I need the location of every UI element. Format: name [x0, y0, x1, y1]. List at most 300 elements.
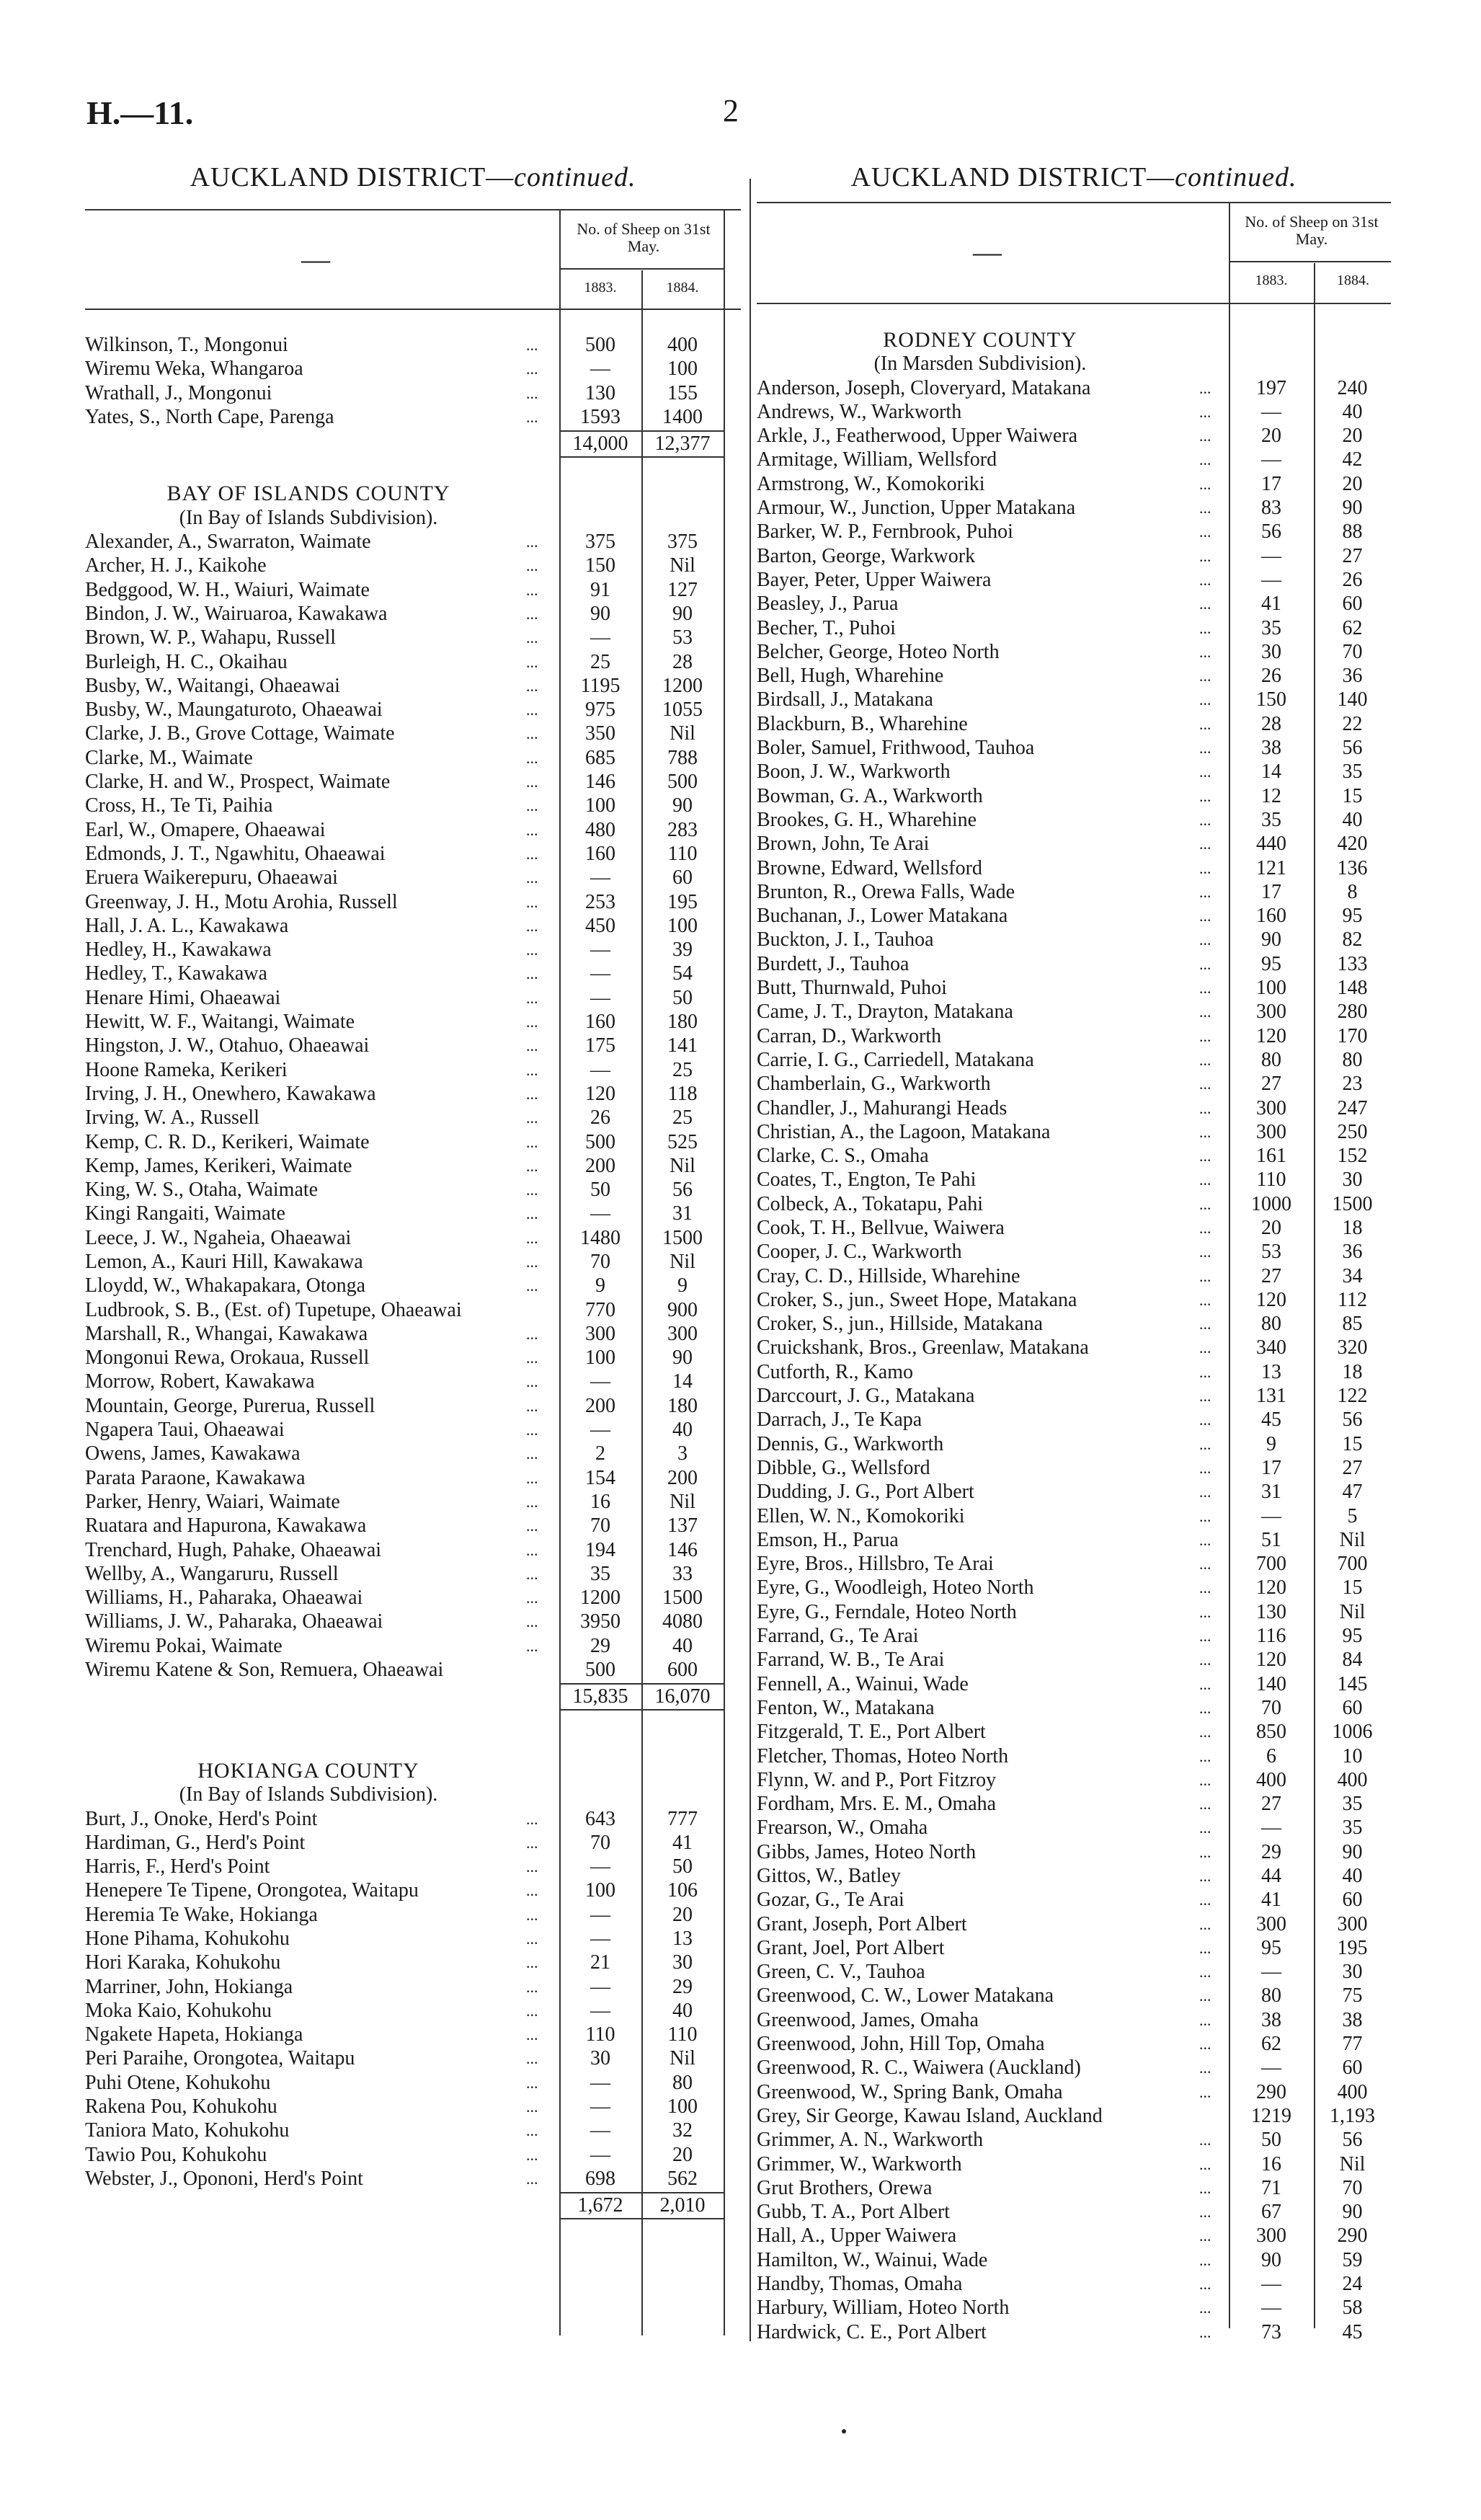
owner-name: Alexander, A., Swarraton, Waimate	[85, 531, 371, 554]
owner-name: Brookes, G. H., Wharehine	[757, 808, 977, 831]
leader-dots: ...	[1199, 1266, 1211, 1285]
owner-name: Becher, T., Puhoi	[757, 616, 897, 639]
owner-name: Greenwood, C. W., Lower Matakana	[757, 1984, 1054, 2007]
table-row	[757, 1336, 1391, 1359]
owner-name: Mountain, George, Purerua, Russell	[85, 1394, 375, 1417]
left-year-1883: 1883.	[584, 280, 617, 296]
subdivision-heading	[85, 506, 741, 530]
sheep-1883: —	[590, 1999, 610, 2022]
table-row	[757, 688, 1391, 711]
owner-name: Yates, S., North Cape, Parenga	[85, 405, 334, 428]
sheep-1883: 1,672	[577, 2194, 623, 2217]
leader-dots: ...	[526, 1204, 538, 1223]
sheep-1883: —	[590, 866, 610, 889]
sheep-1884: 155	[667, 381, 698, 404]
owner-name: Morrow, Robert, Kawakawa	[85, 1370, 315, 1393]
sheep-1883: 17	[1261, 1456, 1281, 1479]
sheep-1883: —	[590, 1058, 610, 1081]
table-row	[757, 1432, 1391, 1456]
sheep-1883: 53	[1261, 1241, 1281, 1264]
sheep-1884: 100	[667, 914, 698, 937]
sheep-1884: 42	[1342, 448, 1363, 471]
sheep-1884: 62	[1342, 616, 1363, 639]
leader-dots: ...	[1199, 979, 1211, 998]
owner-name: Kemp, James, Kerikeri, Waimate	[85, 1154, 352, 1177]
owner-name: Burleigh, H. C., Okaihau	[85, 650, 288, 673]
leader-dots: ...	[1199, 1194, 1211, 1213]
sheep-1883: —	[1261, 2297, 1281, 2320]
leader-dots: ...	[526, 383, 538, 402]
table-row	[85, 1130, 741, 1154]
owner-name: Boler, Samuel, Frithwood, Tauhoa	[757, 737, 1035, 760]
sheep-1883: 300	[1256, 2224, 1286, 2248]
table-row	[85, 2071, 741, 2095]
owner-name: Flynn, W. and P., Port Fitzroy	[757, 1768, 997, 1791]
sheep-1884: Nil	[670, 1154, 695, 1177]
sheep-1884: 84	[1342, 1649, 1363, 1672]
leader-dots: ...	[526, 1612, 538, 1631]
leader-dots: ...	[526, 988, 538, 1007]
owner-name: Gittos, W., Batley	[757, 1865, 901, 1887]
sheep-1884: Nil	[670, 1490, 695, 1513]
owner-name: Armour, W., Junction, Upper Matakana	[757, 497, 1076, 520]
table-row	[85, 626, 741, 649]
county-heading	[757, 328, 1391, 352]
table-row	[85, 1999, 741, 2023]
sheep-1884: 1400	[662, 405, 703, 428]
sheep-1883: —	[590, 626, 610, 649]
sheep-1884: 60	[1342, 1889, 1363, 1912]
sheep-1884: 500	[667, 771, 698, 794]
sheep-1883: 26	[1261, 665, 1281, 688]
sheep-1884: 20	[1342, 472, 1363, 495]
sheep-1883: 131	[1256, 1385, 1286, 1408]
sheep-1883: 12	[1261, 784, 1281, 807]
table-row	[757, 712, 1391, 736]
leader-dots: ...	[526, 2026, 538, 2044]
owner-name: Greenwood, W., Spring Bank, Omaha	[757, 2080, 1063, 2103]
table-row	[85, 794, 741, 817]
sheep-1884: 200	[667, 1466, 698, 1489]
owner-name: Carrie, I. G., Carriedell, Matakana	[757, 1048, 1034, 1071]
leader-dots: ...	[1199, 595, 1211, 613]
leader-dots: ...	[1199, 1651, 1211, 1669]
sheep-1884: 30	[672, 1951, 693, 1974]
table-row	[757, 1888, 1391, 1912]
owner-name: Christian, A., the Lagoon, Matakana	[757, 1120, 1051, 1143]
table-row	[757, 2152, 1391, 2176]
sheep-1884: 40	[1342, 1865, 1363, 1887]
sheep-1883: 21	[590, 1951, 610, 1974]
county-heading	[85, 482, 741, 505]
sheep-1884: 35	[1342, 1816, 1363, 1840]
owner-name: Ngakete Hapeta, Hokianga	[85, 2023, 303, 2046]
table-row	[85, 1951, 741, 1974]
leader-dots: ...	[1199, 2082, 1211, 2101]
table-row	[757, 424, 1391, 448]
table-row	[85, 2167, 741, 2191]
leader-dots: ...	[526, 1060, 538, 1079]
sheep-1884: 24	[1342, 2273, 1363, 2296]
subdivision-heading	[757, 352, 1391, 376]
owner-name: Green, C. V., Tauhoa	[757, 1961, 925, 1984]
owner-name: Moka Kaio, Kohukohu	[85, 1999, 272, 2022]
table-row	[85, 962, 741, 985]
leader-dots: ...	[1199, 1747, 1211, 1765]
sheep-1883: 90	[1261, 2248, 1281, 2271]
owner-name: Edmonds, J. T., Ngawhitu, Ohaeawai	[85, 842, 386, 865]
sheep-1883: 45	[1261, 1408, 1281, 1432]
sheep-1884: 38	[1342, 2008, 1363, 2031]
sheep-1883: 375	[585, 531, 615, 554]
sheep-1884: 41	[672, 1831, 693, 1854]
owner-name: Eyre, G., Ferndale, Hoteo North	[757, 1600, 1017, 1623]
owner-name: Williams, J. W., Paharaka, Ohaeawai	[85, 1610, 383, 1633]
sheep-1884: 27	[1342, 1456, 1363, 1479]
sheep-1883: 700	[1256, 1553, 1286, 1576]
table-row	[757, 1504, 1391, 1528]
sheep-1884: 133	[1337, 952, 1368, 975]
table-row	[85, 578, 741, 602]
county-heading	[85, 1759, 741, 1783]
table-row	[757, 520, 1391, 544]
right-year-1884: 1884.	[1337, 272, 1369, 288]
sheep-1883: —	[590, 1855, 610, 1878]
owner-name: Croker, S., jun., Hillside, Matakana	[757, 1313, 1044, 1336]
table-row	[757, 472, 1391, 496]
sheep-1883: —	[1261, 1961, 1281, 1984]
sheep-1884: 30	[1342, 1961, 1363, 1984]
sheep-1884: 54	[672, 962, 693, 985]
table-row	[757, 640, 1391, 664]
sheep-1883: 1000	[1251, 1192, 1291, 1215]
leader-dots: ...	[526, 1540, 538, 1559]
owner-name: Blackburn, B., Wharehine	[757, 712, 968, 735]
owner-name: Grant, Joel, Port Albert	[757, 1936, 945, 1959]
sheep-1884: 80	[672, 2071, 693, 2094]
leader-dots: ...	[1199, 1555, 1211, 1574]
leader-dots: ...	[1199, 523, 1211, 541]
table-row	[85, 1154, 741, 1178]
sheep-1883: 35	[1261, 808, 1281, 831]
table-row	[757, 496, 1391, 520]
table-row	[757, 1624, 1391, 1648]
leader-dots: ...	[526, 360, 538, 378]
leader-dots: ...	[1199, 2059, 1211, 2077]
sheep-1884: 90	[672, 1346, 693, 1370]
table-row	[757, 1360, 1391, 1384]
leader-dots: ...	[526, 1905, 538, 1924]
table-row	[85, 722, 741, 745]
sheep-1883: 300	[1256, 1912, 1286, 1935]
sheep-1883: 110	[1256, 1168, 1286, 1192]
table-row	[757, 568, 1391, 592]
sheep-1884: 35	[1342, 760, 1363, 784]
sheep-1883: 100	[1256, 977, 1286, 1000]
leader-dots: ...	[526, 701, 538, 719]
table-row	[757, 616, 1391, 640]
table-row	[757, 1312, 1391, 1336]
table-row	[757, 1600, 1391, 1624]
table-row	[757, 592, 1391, 616]
sheep-1883: 120	[1256, 1288, 1286, 1311]
sheep-1883: 17	[1261, 880, 1281, 903]
sheep-1884: 525	[667, 1130, 698, 1153]
sheep-1884: 320	[1337, 1336, 1368, 1359]
sheep-1884: 60	[1342, 1696, 1363, 1719]
sheep-1884: 8	[1347, 880, 1358, 903]
leader-dots: ...	[526, 1977, 538, 1996]
sheep-1883: 1200	[580, 1587, 621, 1610]
sheep-1884: 23	[1342, 1073, 1363, 1096]
table-row	[85, 333, 741, 357]
owner-name: Puhi Otene, Kohukohu	[85, 2071, 271, 2094]
owner-name: Coates, T., Engton, Te Pahi	[757, 1168, 977, 1192]
total-row	[85, 1682, 741, 1711]
owner-name: Parata Paraone, Kawakawa	[85, 1466, 306, 1489]
leader-dots: ...	[526, 407, 538, 426]
table-row	[757, 1648, 1391, 1672]
owner-name: Eyre, Bros., Hillsbro, Te Arai	[757, 1553, 994, 1576]
table-row	[757, 1264, 1391, 1288]
owner-name: Earl, W., Omapere, Ohaeawai	[85, 818, 326, 841]
sheep-1883: 95	[1261, 1936, 1281, 1959]
sheep-1883: 2	[595, 1442, 605, 1465]
table-row	[757, 1816, 1391, 1840]
sheep-1884: 53	[672, 626, 693, 649]
sheep-1883: 70	[590, 1250, 610, 1273]
sheep-1883: 850	[1256, 1721, 1286, 1744]
leader-dots: ...	[1199, 2299, 1211, 2317]
sheep-1883: 29	[1261, 1840, 1281, 1863]
leader-dots: ...	[526, 1445, 538, 1463]
owner-name: Gibbs, James, Hoteo North	[757, 1840, 977, 1863]
leader-dots: ...	[1199, 2035, 1211, 2054]
sheep-1883: —	[590, 2095, 610, 2119]
owner-name: Cray, C. D., Hillside, Wharehine	[757, 1264, 1020, 1287]
table-row	[757, 1120, 1391, 1144]
sheep-1884: 122	[1337, 1385, 1368, 1408]
sheep-1883: 31	[1261, 1481, 1281, 1504]
sheep-1884: 280	[1337, 1001, 1368, 1024]
sheep-1884: 195	[1337, 1936, 1368, 1959]
owner-name: Frearson, W., Omaha	[757, 1816, 928, 1840]
sheep-1883: —	[590, 1927, 610, 1950]
table-row	[757, 1864, 1391, 1888]
sheep-1883: 16	[590, 1490, 610, 1513]
table-row	[757, 784, 1391, 808]
table-row	[757, 1000, 1391, 1024]
owner-name: Henepere Te Tipene, Orongotea, Waitapu	[85, 1879, 419, 1902]
owner-name: Carran, D., Warkworth	[757, 1024, 942, 1047]
sheep-1883: —	[1261, 544, 1281, 567]
table-row	[85, 1370, 741, 1393]
leader-dots: ...	[1199, 882, 1211, 901]
owner-name: Browne, Edward, Wellsford	[757, 856, 982, 879]
leader-dots: ...	[526, 1013, 538, 1031]
right-column-header: No. of Sheep on 31st May.	[1245, 213, 1379, 248]
sheep-1883: 643	[585, 1807, 615, 1830]
sheep-1883: 150	[585, 554, 615, 577]
sheep-1884: 36	[1342, 665, 1363, 688]
sheep-1883: —	[1261, 1504, 1281, 1527]
sheep-1883: 450	[585, 914, 615, 937]
sheep-1884: 56	[1342, 737, 1363, 760]
leader-dots: ...	[1199, 2275, 1211, 2294]
table-row	[85, 2046, 741, 2070]
sheep-1883: 13	[1261, 1360, 1281, 1383]
leader-dots: ...	[1199, 1579, 1211, 1597]
sheep-1884: 31	[672, 1202, 693, 1225]
sheep-1883: 120	[585, 1082, 615, 1105]
owner-name: Wiremu Pokai, Waimate	[85, 1634, 283, 1657]
table-row	[85, 890, 741, 914]
leader-dots: ...	[1199, 835, 1211, 853]
table-row	[757, 1696, 1391, 1720]
owner-name: Eyre, G., Woodleigh, Hoteo North	[757, 1576, 1034, 1600]
leader-dots: ...	[1199, 1507, 1211, 1525]
leader-dots: ...	[526, 1372, 538, 1391]
sheep-1884: 2,010	[659, 2194, 706, 2217]
leader-dots: ...	[1199, 1243, 1211, 1261]
sheep-1884: 400	[1337, 2080, 1368, 2103]
sheep-1883: 400	[1256, 1768, 1286, 1791]
table-row	[757, 2056, 1391, 2080]
table-row	[85, 938, 741, 962]
leader-dots: ...	[526, 2169, 538, 2188]
sheep-1884: 90	[1342, 1840, 1363, 1863]
owner-name: Fitzgerald, T. E., Port Albert	[757, 1721, 986, 1744]
sheep-1883: 41	[1261, 1889, 1281, 1912]
subdivision-heading	[85, 1783, 741, 1806]
owner-name: Hardiman, G., Herd's Point	[85, 1831, 306, 1854]
table-row	[757, 2128, 1391, 2152]
owner-name: Bowman, G. A., Warkworth	[757, 784, 983, 807]
sheep-1883: —	[1261, 2057, 1281, 2080]
table-row	[757, 2200, 1391, 2224]
table-row	[85, 1490, 741, 1514]
sheep-1883: 120	[1256, 1576, 1286, 1600]
owner-name: Bayer, Peter, Upper Waiwera	[757, 568, 992, 591]
table-row	[757, 1144, 1391, 1168]
sheep-1884: 118	[667, 1082, 698, 1105]
leader-dots: ...	[526, 724, 538, 743]
total-row	[85, 429, 741, 458]
leader-dots: ...	[1199, 474, 1211, 493]
owner-name: Greenwood, R. C., Waiwera (Auckland)	[757, 2057, 1081, 2080]
county-name: HOKIANGA COUNTY	[197, 1758, 419, 1783]
leader-dots: ...	[1199, 1099, 1211, 1117]
leader-dots: ...	[1199, 2322, 1211, 2341]
leader-dots: ...	[1199, 1938, 1211, 1957]
leader-dots: ...	[526, 1953, 538, 1972]
leader-dots: ...	[526, 1833, 538, 1852]
table-row	[757, 2296, 1391, 2320]
sheep-1883: 120	[1256, 1024, 1286, 1047]
owner-name: Dudding, J. G., Port Albert	[757, 1481, 974, 1504]
table-row	[85, 1903, 741, 1927]
sheep-1883: 161	[1256, 1145, 1286, 1168]
table-row	[757, 1168, 1391, 1192]
leader-dots: ...	[1199, 1987, 1211, 2005]
sheep-1883: 25	[590, 650, 610, 673]
table-row	[85, 2119, 741, 2142]
owner-name: Cruickshank, Bros., Greenlaw, Matakana	[757, 1336, 1089, 1359]
table-row	[757, 736, 1391, 760]
sheep-1883: 51	[1261, 1528, 1281, 1551]
table-row	[757, 1936, 1391, 1960]
owner-name: Wiremu Katene & Son, Remuera, Ohaeawai	[85, 1659, 444, 1682]
leader-dots: ...	[1199, 1171, 1211, 1189]
table-row	[757, 664, 1391, 688]
leader-dots: ...	[1199, 667, 1211, 686]
table-row	[85, 1106, 741, 1130]
sheep-1884: Nil	[670, 722, 695, 745]
leader-dots: ...	[1199, 451, 1211, 469]
sheep-1883: 15,835	[572, 1685, 628, 1708]
sheep-1883: —	[1261, 568, 1281, 591]
sheep-1883: 50	[1261, 2129, 1281, 2152]
sheep-1884: 95	[1342, 1625, 1363, 1648]
leader-dots: ...	[526, 1181, 538, 1199]
owner-name: Came, J. T., Drayton, Matakana	[757, 1001, 1013, 1024]
sheep-1883: 100	[585, 1879, 615, 1902]
owner-name: Kemp, C. R. D., Kerikeri, Waimate	[85, 1130, 370, 1153]
owner-name: Hall, A., Upper Waiwera	[757, 2224, 957, 2248]
leader-dots: ...	[1199, 427, 1211, 445]
sheep-1884: 180	[667, 1394, 698, 1417]
sheep-1883: 350	[585, 722, 615, 745]
leader-dots: ...	[1199, 739, 1211, 758]
sheep-1884: 1,193	[1330, 2104, 1375, 2127]
leader-dots: ...	[1199, 1674, 1211, 1693]
owner-name: Rakena Pou, Kohukohu	[85, 2095, 277, 2119]
leader-dots: ...	[526, 1589, 538, 1607]
owner-name: Tawio Pou, Kohukohu	[85, 2143, 267, 2166]
sheep-1884: 60	[672, 866, 693, 889]
owner-name: Hall, J. A. L., Kawakawa	[85, 914, 289, 937]
owner-name: Barton, George, Warkwork	[757, 544, 976, 567]
leader-dots: ...	[526, 1421, 538, 1439]
sheep-1883: 80	[1261, 1048, 1281, 1071]
table-row	[757, 2080, 1391, 2104]
table-row	[85, 674, 741, 698]
sheep-1883: 56	[1261, 520, 1281, 544]
leader-dots: ...	[1199, 1483, 1211, 1501]
sheep-1883: 44	[1261, 1865, 1281, 1887]
sheep-1884: 90	[672, 794, 693, 817]
table-row	[757, 1072, 1391, 1096]
sheep-1884: 283	[667, 818, 698, 841]
sheep-1884: 82	[1342, 928, 1363, 951]
sheep-1884: 20	[1342, 425, 1363, 448]
table-row	[757, 2320, 1391, 2344]
sheep-1884: 1500	[662, 1587, 703, 1610]
sheep-1884: 788	[667, 746, 698, 769]
sheep-1883: 28	[1261, 712, 1281, 735]
sheep-1884: 90	[1342, 497, 1363, 520]
sheep-1884: 15	[1342, 1432, 1363, 1455]
owner-name: Cook, T. H., Bellvue, Waiwera	[757, 1216, 1005, 1239]
leader-dots: ...	[1199, 1698, 1211, 1717]
sheep-1884: 14	[672, 1370, 693, 1393]
owner-name: Gubb, T. A., Port Albert	[757, 2201, 951, 2224]
owner-name: Hedley, T., Kawakawa	[85, 962, 267, 985]
leader-dots: ...	[526, 1930, 538, 1948]
leader-dots: ...	[526, 2073, 538, 2092]
right-rows	[757, 328, 1391, 2344]
sheep-1883: 50	[590, 1179, 610, 1202]
